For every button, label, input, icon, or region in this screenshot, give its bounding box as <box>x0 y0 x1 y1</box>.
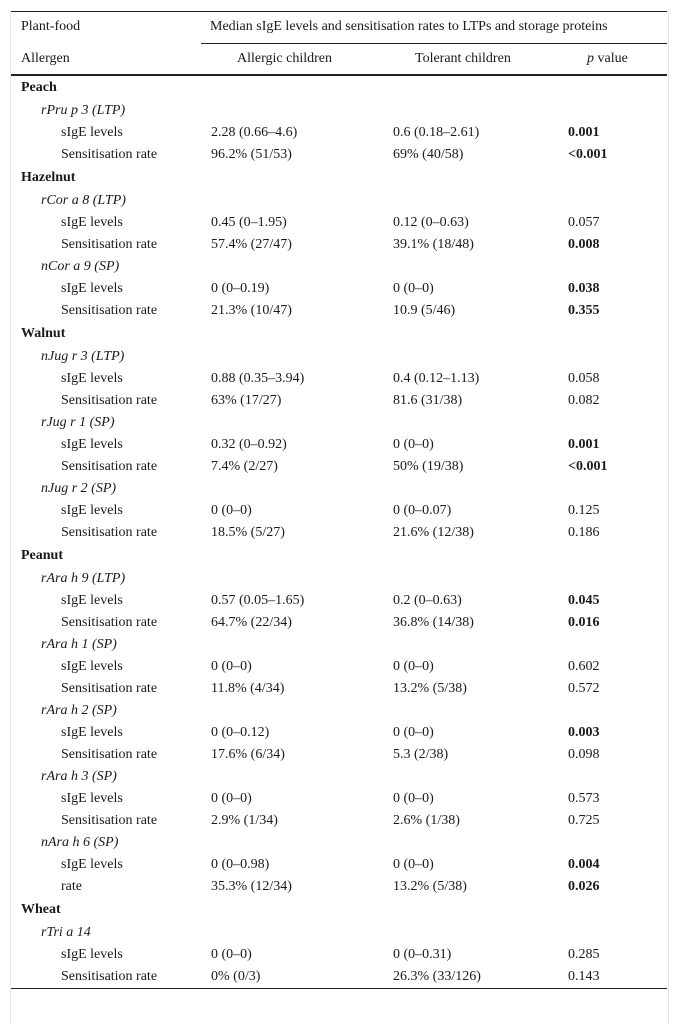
allergic-value: 35.3% (12/34) <box>211 879 292 894</box>
p-value: 0.057 <box>568 215 600 230</box>
measure-label: Sensitisation rate <box>61 393 158 408</box>
measure-label: Sensitisation rate <box>61 303 158 318</box>
tolerant-value: 0 (0–0) <box>393 725 434 740</box>
allergic-value: 21.3% (10/47) <box>211 303 292 318</box>
allergen-row <box>11 766 667 788</box>
allergic-value: 17.6% (6/34) <box>211 747 285 762</box>
allergen-row <box>11 832 667 854</box>
table-row <box>11 788 667 810</box>
measure-label: Sensitisation rate <box>61 459 158 474</box>
header-plant-food: Plant-food <box>21 19 81 34</box>
allergic-value: 0.45 (0–1.95) <box>211 215 287 230</box>
table-row <box>11 876 667 898</box>
measure-label: sIgE levels <box>61 947 123 962</box>
food-group-label: Hazelnut <box>21 170 76 185</box>
p-value: 0.001 <box>568 125 600 140</box>
allergen-label: rTri a 14 <box>41 925 91 940</box>
header-tolerant-children: Tolerant children <box>415 51 511 66</box>
measure-label: Sensitisation rate <box>61 747 158 762</box>
p-value: 0.004 <box>568 857 600 872</box>
p-value: 0.045 <box>568 593 600 608</box>
measure-label: Sensitisation rate <box>61 615 158 630</box>
tolerant-value: 10.9 (5/46) <box>393 303 456 318</box>
table-row <box>11 656 667 678</box>
tolerant-value: 26.3% (33/126) <box>393 969 481 984</box>
table-row <box>11 744 667 766</box>
p-value: 0.008 <box>568 237 600 252</box>
allergic-value: 63% (17/27) <box>211 393 282 408</box>
p-value: 0.038 <box>568 281 600 296</box>
tolerant-value: 69% (40/58) <box>393 147 464 162</box>
p-value: 0.058 <box>568 371 600 386</box>
allergic-value: 64.7% (22/34) <box>211 615 292 630</box>
allergen-row <box>11 190 667 212</box>
header-p-value <box>587 51 628 67</box>
food-group-row <box>11 76 667 100</box>
tolerant-value: 5.3 (2/38) <box>393 747 449 762</box>
table-row <box>11 810 667 832</box>
allergen-row <box>11 568 667 590</box>
p-value: 0.285 <box>568 947 600 962</box>
allergen-label: nAra h 6 (SP) <box>41 835 119 850</box>
data-table <box>11 11 667 989</box>
allergen-row <box>11 634 667 656</box>
table-row <box>11 612 667 634</box>
tolerant-value: 0 (0–0.07) <box>393 503 452 518</box>
header-p-rest: value <box>594 51 628 66</box>
table-row <box>11 434 667 456</box>
table-row <box>11 944 667 966</box>
food-group-label: Peach <box>21 80 57 95</box>
allergic-value: 0.32 (0–0.92) <box>211 437 287 452</box>
p-value: 0.003 <box>568 725 600 740</box>
measure-label: Sensitisation rate <box>61 969 158 984</box>
allergic-value: 0.57 (0.05–1.65) <box>211 593 305 608</box>
header-allergen: Allergen <box>21 51 70 66</box>
tolerant-value: 21.6% (12/38) <box>393 525 474 540</box>
allergic-value: 0 (0–0.98) <box>211 857 270 872</box>
allergen-label: nJug r 3 (LTP) <box>41 349 125 364</box>
allergic-value: 2.28 (0.66–4.6) <box>211 125 298 140</box>
allergic-value: 96.2% (51/53) <box>211 147 292 162</box>
tolerant-value: 0.12 (0–0.63) <box>393 215 469 230</box>
food-group-row <box>11 544 667 568</box>
p-value: 0.602 <box>568 659 600 674</box>
tolerant-value: 39.1% (18/48) <box>393 237 474 252</box>
p-value: 0.573 <box>568 791 600 806</box>
p-value: 0.355 <box>568 303 600 318</box>
header-allergic-children: Allergic children <box>237 51 332 66</box>
allergen-label: rAra h 1 (SP) <box>41 637 117 652</box>
bottom-rule <box>11 988 667 989</box>
p-value: 0.125 <box>568 503 600 518</box>
allergen-label: nJug r 2 (SP) <box>41 481 117 496</box>
table-row <box>11 278 667 300</box>
tolerant-value: 0 (0–0) <box>393 281 434 296</box>
measure-label: sIgE levels <box>61 503 123 518</box>
measure-label: Sensitisation rate <box>61 147 158 162</box>
allergic-value: 57.4% (27/47) <box>211 237 292 252</box>
table-row <box>11 122 667 144</box>
header-p-italic: p <box>587 51 594 66</box>
table-body <box>11 76 667 988</box>
allergic-value: 0% (0/3) <box>211 969 261 984</box>
tolerant-value: 0 (0–0) <box>393 659 434 674</box>
p-value: 0.098 <box>568 747 600 762</box>
allergic-value: 2.9% (1/34) <box>211 813 278 828</box>
tolerant-value: 0.6 (0.18–2.61) <box>393 125 480 140</box>
p-value: 0.026 <box>568 879 600 894</box>
table-row <box>11 234 667 256</box>
header-row-2 <box>11 43 667 74</box>
table-row <box>11 144 667 166</box>
allergic-value: 0 (0–0) <box>211 947 252 962</box>
allergic-value: 7.4% (2/27) <box>211 459 278 474</box>
allergen-row <box>11 922 667 944</box>
p-value: <0.001 <box>568 459 608 474</box>
food-group-label: Wheat <box>21 902 61 917</box>
table-row <box>11 300 667 322</box>
measure-label: sIgE levels <box>61 437 123 452</box>
allergic-value: 0 (0–0.12) <box>211 725 270 740</box>
measure-label: sIgE levels <box>61 125 123 140</box>
tolerant-value: 36.8% (14/38) <box>393 615 474 630</box>
allergen-label: rPru p 3 (LTP) <box>41 103 126 118</box>
table-row <box>11 390 667 412</box>
measure-label: sIgE levels <box>61 659 123 674</box>
allergen-row <box>11 700 667 722</box>
table-row <box>11 456 667 478</box>
measure-label: sIgE levels <box>61 281 123 296</box>
allergic-value: 18.5% (5/27) <box>211 525 285 540</box>
measure-label: sIgE levels <box>61 725 123 740</box>
p-value: 0.186 <box>568 525 600 540</box>
p-value: 0.082 <box>568 393 600 408</box>
food-group-row <box>11 322 667 346</box>
tolerant-value: 0 (0–0) <box>393 857 434 872</box>
allergen-row <box>11 100 667 122</box>
tolerant-value: 2.6% (1/38) <box>393 813 460 828</box>
tolerant-value: 13.2% (5/38) <box>393 681 467 696</box>
measure-label: sIgE levels <box>61 215 123 230</box>
measure-label: Sensitisation rate <box>61 813 158 828</box>
table-row <box>11 522 667 544</box>
food-group-label: Walnut <box>21 326 66 341</box>
tolerant-value: 13.2% (5/38) <box>393 879 467 894</box>
tolerant-value: 50% (19/38) <box>393 459 464 474</box>
measure-label: Sensitisation rate <box>61 525 158 540</box>
food-group-row <box>11 166 667 190</box>
table-row <box>11 722 667 744</box>
p-value: 0.016 <box>568 615 600 630</box>
measure-label: Sensitisation rate <box>61 681 158 696</box>
allergic-value: 0.88 (0.35–3.94) <box>211 371 305 386</box>
p-value: 0.001 <box>568 437 600 452</box>
allergic-value: 0 (0–0) <box>211 503 252 518</box>
allergic-value: 0 (0–0.19) <box>211 281 270 296</box>
food-group-row <box>11 898 667 922</box>
table-row <box>11 368 667 390</box>
tolerant-value: 81.6 (31/38) <box>393 393 463 408</box>
header-spanning-title: Median sIgE levels and sensitisation rates to LTPs and storage proteins <box>210 19 608 34</box>
p-value: 0.572 <box>568 681 600 696</box>
tolerant-value: 0 (0–0.31) <box>393 947 452 962</box>
allergen-label: rAra h 2 (SP) <box>41 703 117 718</box>
table-row <box>11 500 667 522</box>
measure-label: sIgE levels <box>61 857 123 872</box>
tolerant-value: 0 (0–0) <box>393 437 434 452</box>
measure-label: sIgE levels <box>61 593 123 608</box>
allergen-label: rAra h 3 (SP) <box>41 769 117 784</box>
table-row <box>11 966 667 988</box>
measure-label: Sensitisation rate <box>61 237 158 252</box>
measure-label: sIgE levels <box>61 791 123 806</box>
p-value: <0.001 <box>568 147 608 162</box>
allergen-label: rCor a 8 (LTP) <box>41 193 126 208</box>
table-row <box>11 212 667 234</box>
p-value: 0.725 <box>568 813 600 828</box>
tolerant-value: 0.4 (0.12–1.13) <box>393 371 480 386</box>
allergic-value: 11.8% (4/34) <box>211 681 285 696</box>
allergic-value: 0 (0–0) <box>211 659 252 674</box>
allergen-label: rAra h 9 (LTP) <box>41 571 126 586</box>
allergen-row <box>11 412 667 434</box>
allergen-row <box>11 256 667 278</box>
tolerant-value: 0.2 (0–0.63) <box>393 593 462 608</box>
tolerant-value: 0 (0–0) <box>393 791 434 806</box>
table-row <box>11 590 667 612</box>
food-group-label: Peanut <box>21 548 63 563</box>
allergen-label: rJug r 1 (SP) <box>41 415 115 430</box>
allergen-label: nCor a 9 (SP) <box>41 259 120 274</box>
allergen-row <box>11 478 667 500</box>
table-row <box>11 678 667 700</box>
allergic-value: 0 (0–0) <box>211 791 252 806</box>
measure-label: rate <box>61 879 82 894</box>
header-row-1 <box>11 12 667 43</box>
table-row <box>11 854 667 876</box>
allergen-row <box>11 346 667 368</box>
measure-label: sIgE levels <box>61 371 123 386</box>
p-value: 0.143 <box>568 969 600 984</box>
